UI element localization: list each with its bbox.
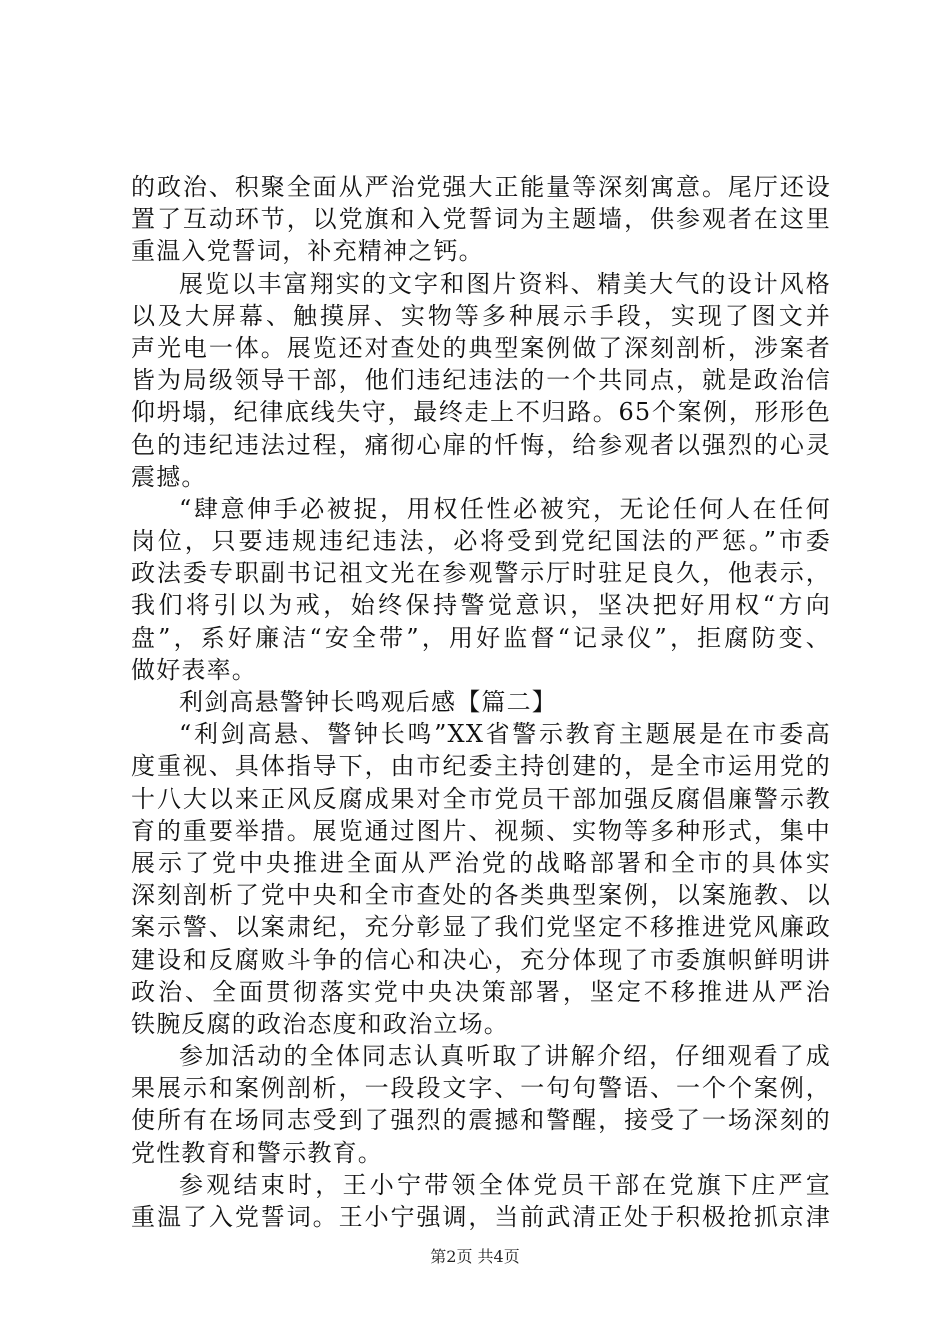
text-line: 的政治、积聚全面从严治党强大正能量等深刻寓意。尾厅还设 (131, 173, 831, 201)
text-line: 十八大以来正风反腐成果对全市党员干部加强反腐倡廉警示教 (131, 784, 831, 813)
text-line: 案示警、以案肃纪，充分彰显了我们党坚定不移推进党风廉政 (131, 913, 831, 942)
text-line: 政法委专职副书记祖文光在参观警示厅时驻足良久，他表示， (131, 559, 831, 588)
text-line: 岗位，只要违规违纪违法，必将受到党纪国法的严惩。”市委 (131, 527, 831, 556)
text-line: 震撼。 (131, 462, 207, 491)
text-line: 以及大屏幕、触摸屏、实物等多种展示手段，实现了图文并 (131, 301, 831, 330)
text-line: 度重视、具体指导下，由市纪委主持创建的，是全市运用党的 (131, 752, 831, 781)
text-line: 参观结束时，王小宁带领全体党员干部在党旗下庄严宣 (179, 1170, 831, 1199)
text-line: 使所有在场同志受到了强烈的震撼和警醒，接受了一场深刻的 (131, 1106, 831, 1135)
text-line: 盘”，系好廉洁“安全带”，用好监督“记录仪”，拒腐防变、 (131, 623, 831, 652)
text-line: 果展示和案例剖析，一段段文字、一句句警语、一个个案例， (131, 1074, 831, 1103)
text-line: 皆为局级领导干部，他们违纪违法的一个共同点，就是政治信 (131, 366, 831, 395)
text-line: 重温入党誓词，补充精神之钙。 (131, 237, 484, 266)
text-line: 展示了党中央推进全面从严治党的战略部署和全市的具体实 (131, 848, 831, 877)
text-line: 深刻剖析了党中央和全市查处的各类典型案例，以案施教、以 (131, 881, 831, 910)
text-line: 声光电一体。展览还对查处的典型案例做了深刻剖析，涉案者 (131, 333, 831, 362)
text-line: 政治、全面贯彻落实党中央决策部署，坚定不移推进从严治 (131, 977, 831, 1006)
text-line: 做好表率。 (131, 655, 257, 684)
page-footer: 第2页 共4页 (430, 1247, 520, 1266)
text-line: 置了互动环节，以党旗和入党誓词为主题墙，供参观者在这里 (131, 205, 831, 234)
text-line: 参加活动的全体同志认真听取了讲解介绍，仔细观看了成 (179, 1042, 831, 1071)
text-line: 育的重要举措。展览通过图片、视频、实物等多种形式，集中 (131, 816, 831, 845)
text-line: 重温了入党誓词。王小宁强调，当前武清正处于积极抢抓京津 (131, 1203, 831, 1231)
text-line: 利剑高悬警钟长鸣观后感【篇二】 (179, 688, 557, 716)
text-line: 铁腕反腐的政治态度和政治立场。 (131, 1009, 509, 1038)
text-line: 仰坍塌，纪律底线失守，最终走上不归路。65个案例，形形色 (131, 398, 831, 427)
text-line: 展览以丰富翔实的文字和图片资料、精美大气的设计风格 (179, 269, 831, 298)
text-line: “利剑高悬、警钟长鸣”XX省警示教育主题展是在市委高 (179, 720, 831, 749)
text-line: 我们将引以为戒，始终保持警觉意识，坚决把好用权“方向 (131, 591, 831, 620)
text-line: 色的违纪违法过程，痛彻心扉的忏悔，给参观者以强烈的心灵 (131, 430, 831, 459)
document-body (131, 171, 831, 1233)
text-line: 建设和反腐败斗争的信心和决心，充分体现了市委旗帜鲜明讲 (131, 945, 831, 974)
text-line: “肆意伸手必被捉，用权任性必被究，无论任何人在任何 (179, 494, 831, 523)
text-line: 党性教育和警示教育。 (131, 1138, 383, 1167)
